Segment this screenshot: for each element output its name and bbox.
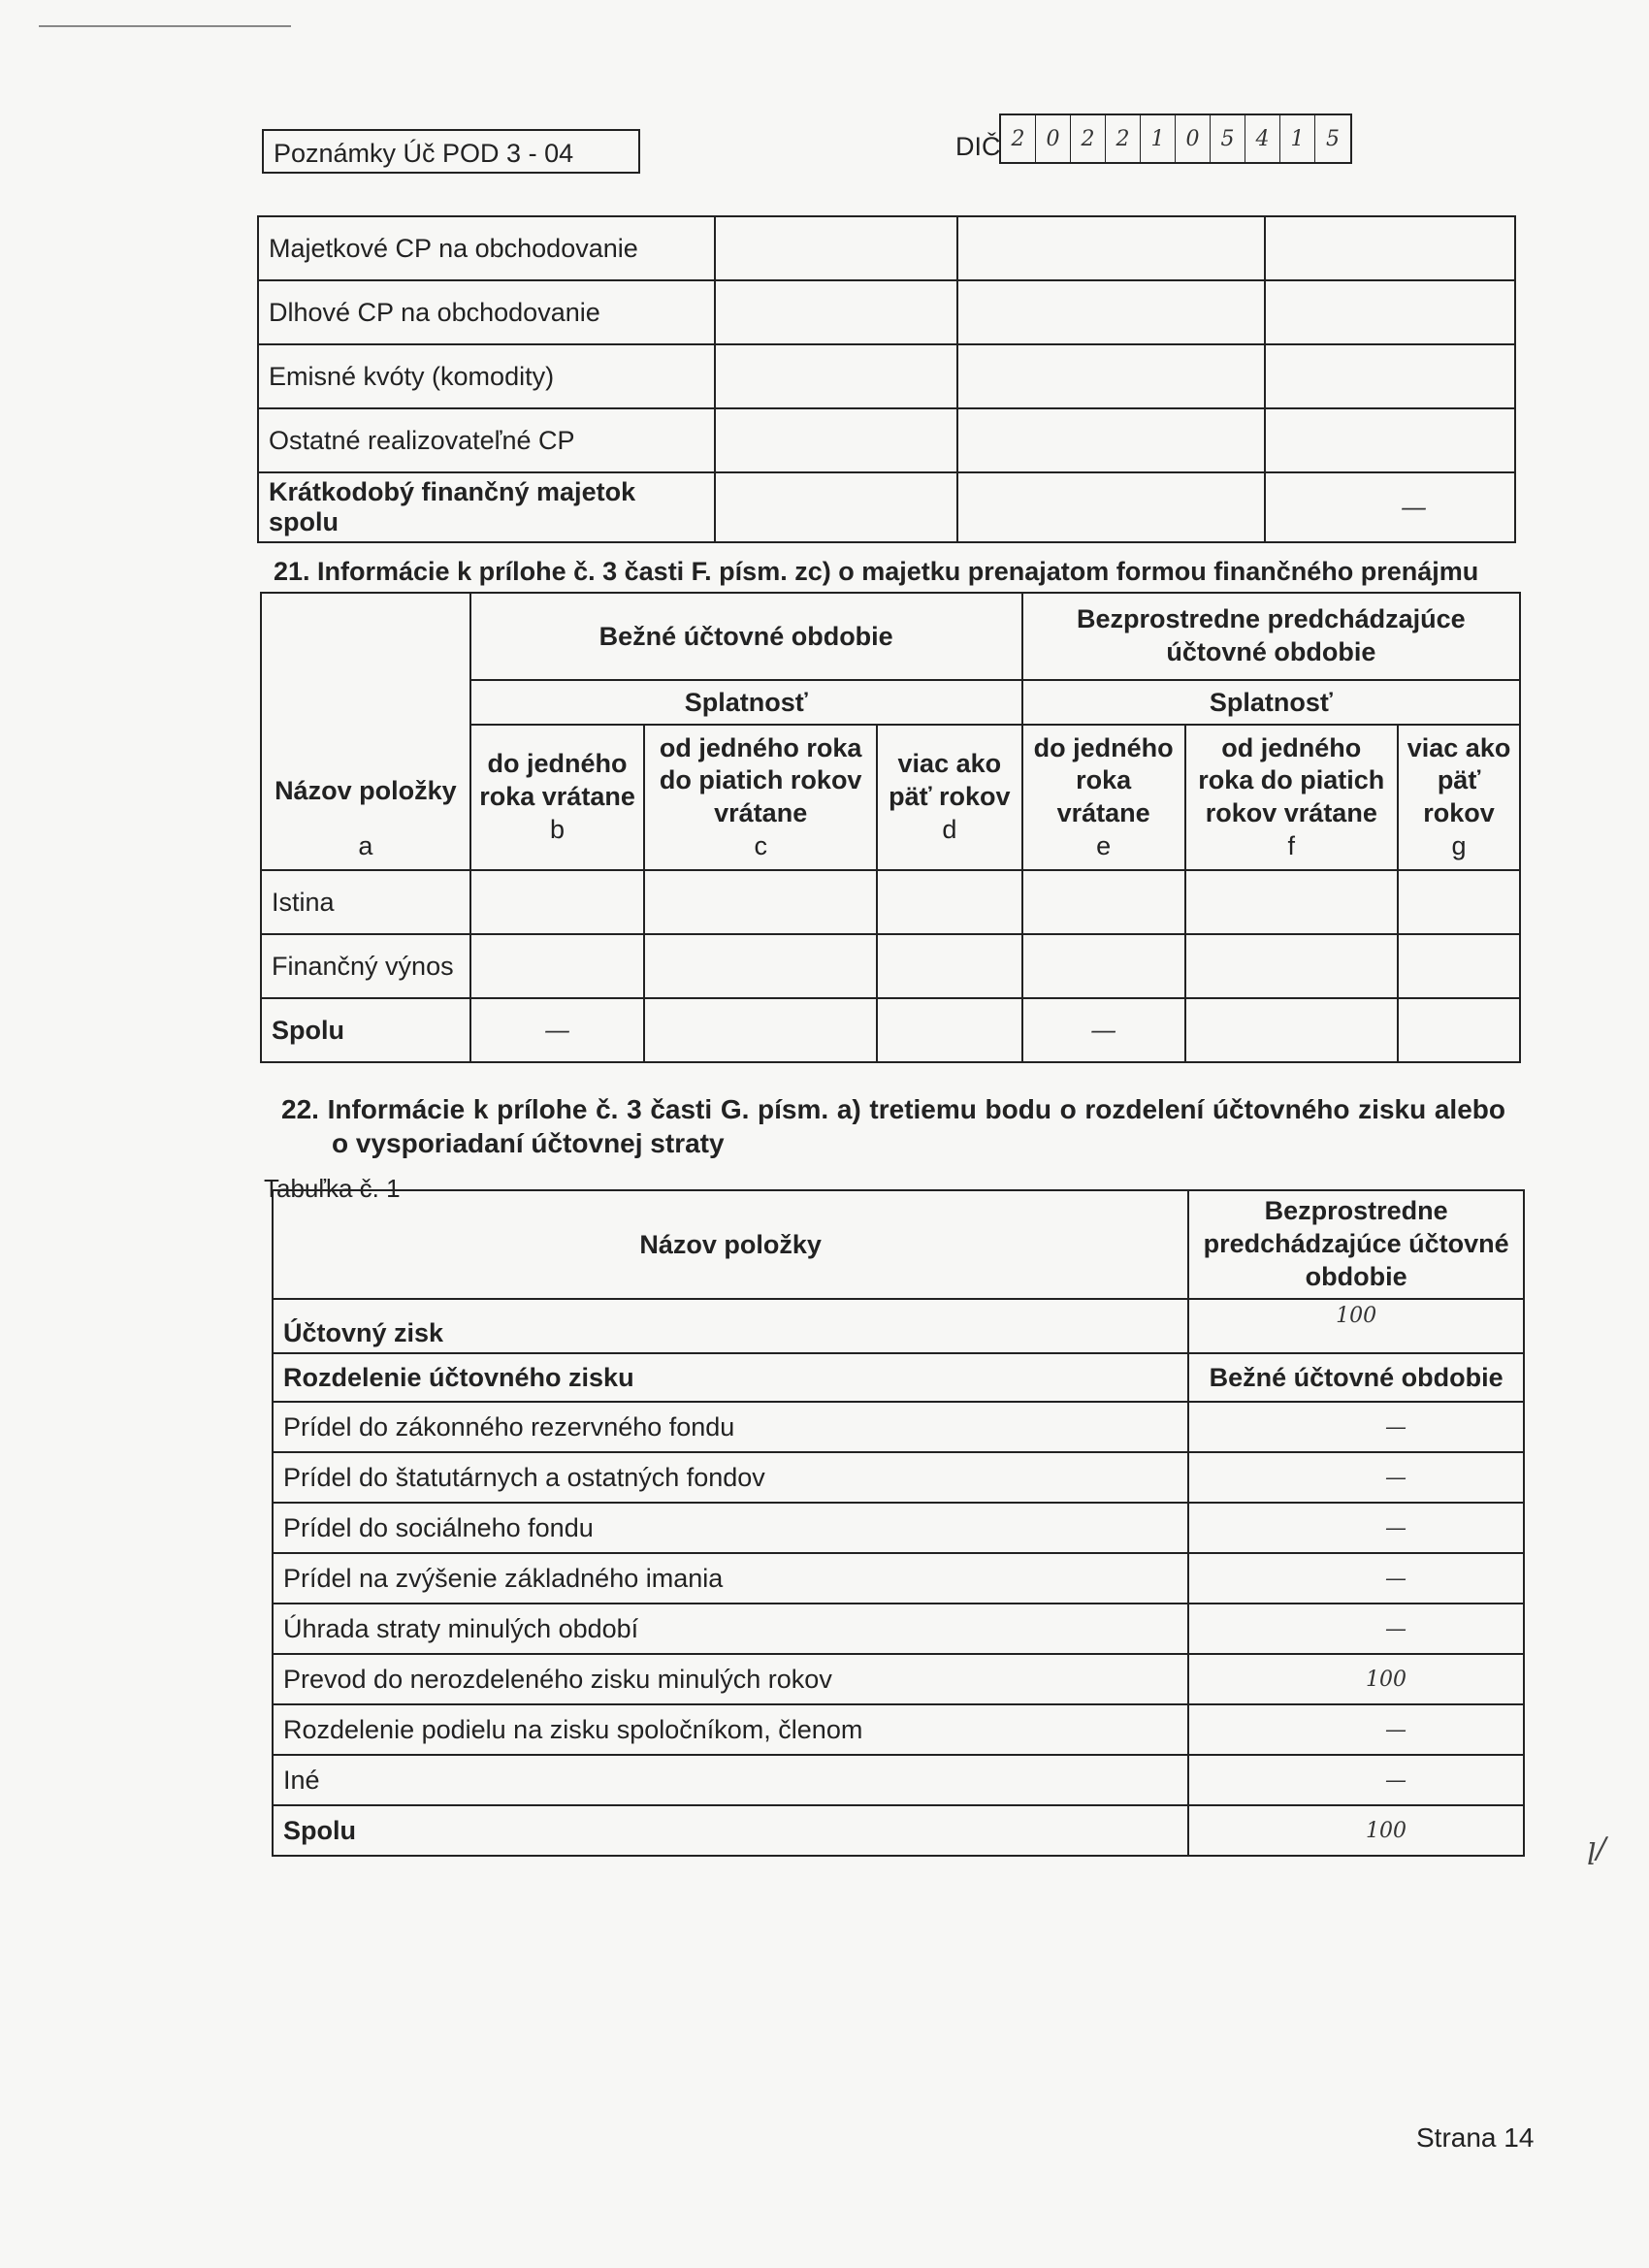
value-cell — [1185, 934, 1399, 998]
value-cell — [957, 280, 1265, 344]
sub-col-letter: c — [754, 830, 767, 860]
dic-digit: 5 — [1326, 126, 1340, 151]
value-cell: — — [1188, 1553, 1524, 1604]
value-cell — [1398, 998, 1520, 1062]
value-cell — [957, 472, 1265, 542]
value-cell — [957, 408, 1265, 472]
row-label: Majetkové CP na obchodovanie — [258, 216, 715, 280]
sub-col-header — [644, 725, 877, 870]
dic-digit: 0 — [1176, 115, 1211, 162]
row-label: Úhrada straty minulých období — [273, 1604, 1188, 1654]
value-cell — [1265, 344, 1515, 408]
table-row — [273, 1805, 1524, 1856]
sub-col-header — [877, 725, 1022, 870]
value-cell: — — [1188, 1604, 1524, 1654]
sub-col-letter: d — [942, 814, 957, 844]
value-cell: — — [470, 998, 645, 1062]
value-cell — [1022, 870, 1185, 934]
table-row — [273, 1503, 1524, 1553]
section-22-title-line1: 22. Informácie k prílohe č. 3 časti G. písm. a) tretiemu bodu o rozdelení účtovného zisku alebo — [281, 1094, 1505, 1124]
value-cell: — — [1188, 1503, 1524, 1553]
splatnost-current: Splatnosť — [470, 680, 1022, 725]
row-label: Rozdelenie podielu na zisku spoločníkom, členom — [273, 1704, 1188, 1755]
table-row — [273, 1402, 1524, 1452]
row-label: Krátkodobý finančný majetok spolu — [258, 472, 715, 542]
table-row — [273, 1604, 1524, 1654]
table-row — [273, 1654, 1524, 1704]
value-cell — [957, 344, 1265, 408]
value-cell — [1185, 870, 1399, 934]
sub-col-label: viac ako päť rokov — [889, 749, 1011, 812]
value-cell — [715, 280, 957, 344]
table-row — [261, 870, 1520, 934]
page-number: Strana 14 — [1416, 2122, 1535, 2153]
sub-col-header — [1022, 725, 1185, 870]
col-nazov-polozky — [261, 593, 470, 870]
previous-period-header: Bezprostredne predchádzajúce účtovné obdobie — [1022, 593, 1520, 680]
table-row — [258, 344, 1515, 408]
value-cell: — — [1188, 1755, 1524, 1805]
value-cell — [470, 934, 645, 998]
value-cell — [1398, 934, 1520, 998]
sub-col-letter: g — [1451, 830, 1467, 860]
value-cell: 100 — [1188, 1805, 1524, 1856]
value-cell — [877, 998, 1022, 1062]
sub-col-label: do jedného roka vrátane — [1033, 732, 1174, 827]
splatnost-previous: Splatnosť — [1022, 680, 1520, 725]
table-row — [261, 934, 1520, 998]
row-label: Istina — [261, 870, 470, 934]
row-label: Prídel do štatutárnych a ostatných fondov — [273, 1452, 1188, 1503]
value-cell — [1265, 280, 1515, 344]
value-cell — [957, 216, 1265, 280]
row-label: Dlhové CP na obchodovanie — [258, 280, 715, 344]
value-cell — [1398, 870, 1520, 934]
sub-col-header — [1185, 725, 1399, 870]
value-cell — [715, 472, 957, 542]
table-row — [273, 1452, 1524, 1503]
dic-label: DIČ — [955, 132, 1001, 161]
dic-digit: 2 — [1001, 115, 1036, 162]
value-cell: — — [1188, 1704, 1524, 1755]
dic-digit: 5 — [1211, 115, 1245, 162]
row-label: Prídel do sociálneho fondu — [273, 1503, 1188, 1553]
row-rozdelenie-label: Rozdelenie účtovného zisku — [273, 1353, 1188, 1402]
col-nazov-label: Názov položky — [275, 775, 457, 805]
value-cell: 100 — [1188, 1654, 1524, 1704]
value-cell — [1185, 998, 1399, 1062]
value-cell — [644, 998, 877, 1062]
dic-digit: 0 — [1036, 115, 1071, 162]
row-label: Iné — [273, 1755, 1188, 1805]
table-row — [258, 472, 1515, 542]
col-prev-period-22: Bezprostredne predchádzajúce účtovné obdobie — [1188, 1190, 1524, 1299]
dic-digit: 1 — [1280, 115, 1315, 162]
sub-col-label: od jedného roka do piatich rokov vrátane — [659, 732, 862, 827]
sub-col-label: od jedného roka do piatich rokov vrátane — [1198, 732, 1385, 827]
col-nazov-polozky-22: Názov položky — [273, 1190, 1188, 1299]
value-cell — [715, 216, 957, 280]
row-rozdelenie-period: Bežné účtovné obdobie — [1188, 1353, 1524, 1402]
row-label: Prevod do nerozdeleného zisku minulých rokov — [273, 1654, 1188, 1704]
value-cell — [877, 870, 1022, 934]
table-row — [258, 408, 1515, 472]
dic-digit: 2 — [1106, 115, 1141, 162]
value-cell — [715, 344, 957, 408]
finance-lease-table — [260, 592, 1521, 1063]
row-label: Spolu — [261, 998, 470, 1062]
table-row — [258, 216, 1515, 280]
section-22-title — [281, 1092, 1505, 1160]
table-row — [258, 280, 1515, 344]
form-code-label: Poznámky Úč POD 3 - 04 — [262, 129, 640, 174]
value-cell — [1265, 408, 1515, 472]
dic-digit: 4 — [1245, 115, 1280, 162]
value-cell — [1265, 216, 1515, 280]
value-cell: — — [1022, 998, 1185, 1062]
row-label: Prídel do zákonného rezervného fondu — [273, 1402, 1188, 1452]
row-uctovny-zisk-label: Účtovný zisk — [273, 1299, 1188, 1353]
sub-col-label: viac ako päť rokov — [1406, 732, 1511, 827]
row-uctovny-zisk-value: 100 — [1188, 1299, 1524, 1353]
value-cell — [470, 870, 645, 934]
value-cell — [1022, 934, 1185, 998]
table-row — [273, 1553, 1524, 1604]
table-caption: Tabuľka č. 1 — [264, 1174, 401, 1203]
row-label: Emisné kvóty (komodity) — [258, 344, 715, 408]
sub-col-letter: e — [1096, 830, 1112, 860]
current-period-header: Bežné účtovné obdobie — [470, 593, 1022, 680]
sub-col-label: do jedného roka vrátane — [479, 749, 635, 812]
section-22-title-line2: o vysporiadaní účtovnej straty — [332, 1128, 725, 1158]
signature-mark: ꞁ/ — [1587, 1831, 1606, 1865]
value-cell: — — [1265, 472, 1515, 542]
table-row — [273, 1704, 1524, 1755]
value-cell — [877, 934, 1022, 998]
sub-col-header — [470, 725, 645, 870]
value-cell: — — [1188, 1452, 1524, 1503]
dic-digit: 1 — [1141, 115, 1176, 162]
dic-field — [999, 113, 1352, 164]
sub-col-letter: b — [550, 814, 566, 844]
value-cell — [715, 408, 957, 472]
table-row — [261, 998, 1520, 1062]
sub-col-header — [1398, 725, 1520, 870]
profit-distribution-table — [272, 1189, 1525, 1857]
short-term-financial-assets-table — [257, 215, 1516, 543]
row-label: Spolu — [273, 1805, 1188, 1856]
value-cell: — — [1188, 1402, 1524, 1452]
value-cell — [644, 870, 877, 934]
row-label: Finančný výnos — [261, 934, 470, 998]
sub-col-letter: f — [1287, 830, 1296, 860]
scan-edge-line — [39, 25, 291, 27]
col-letter-a: a — [358, 831, 373, 860]
row-label: Prídel na zvýšenie základného imania — [273, 1553, 1188, 1604]
section-21-title: 21. Informácie k prílohe č. 3 časti F. písm. zc) o majetku prenajatom formou finančného prenájmu — [274, 557, 1479, 586]
table-row — [273, 1755, 1524, 1805]
dic-digit: 2 — [1071, 115, 1106, 162]
value-cell — [644, 934, 877, 998]
row-label: Ostatné realizovateľné CP — [258, 408, 715, 472]
